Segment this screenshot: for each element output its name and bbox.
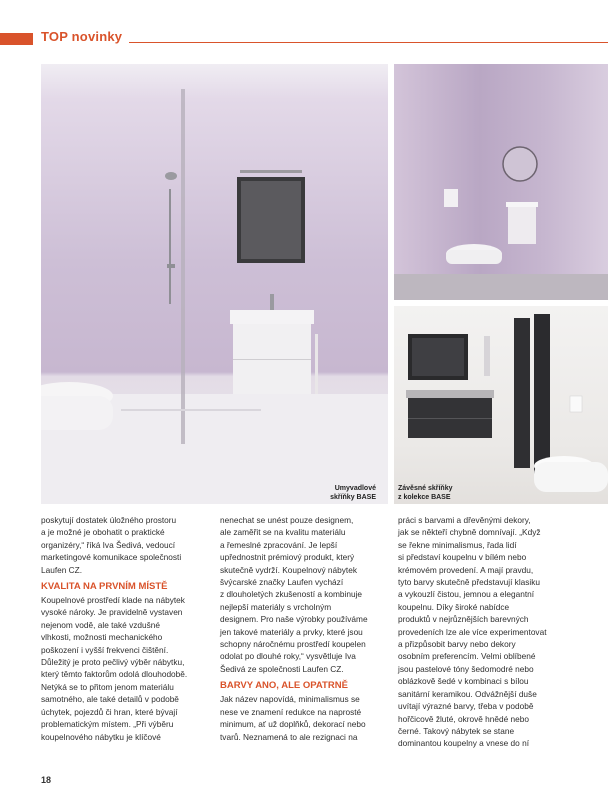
bathroom-photo-bottom-right: [394, 306, 608, 504]
text-line: skutečně vydrží. Koupelnový nábytek: [220, 564, 357, 575]
text-line: uvítají výrazné barvy, třeba v podobě: [398, 701, 534, 712]
text-line: organizéry,“ říká Iva Šedivá, vedoucí: [41, 539, 176, 550]
paragraph: [398, 514, 566, 750]
text-line: produktů v nejrůznějších barevných: [398, 614, 529, 625]
text-line: který těmto faktorům odolá dlouhodobě.: [41, 669, 188, 680]
text-line: poskytují dostatek úložného prostoru: [41, 515, 177, 525]
text-line: jen takové materiály a prvky, které jsou: [220, 626, 363, 637]
paragraph: [220, 514, 388, 675]
text-line: si představí koupelnu v bílém nebo: [398, 552, 527, 563]
caption-line: skříňky BASE: [330, 494, 376, 501]
text-line: tvarů. Neznamená to ale rezignaci na: [220, 731, 358, 742]
text-line: Netýká se to přitom jenom materiálu: [41, 681, 174, 692]
caption-line: Závěsné skříňky: [398, 485, 453, 492]
text-line: dominantou koupelny a vnese do ní: [398, 738, 530, 749]
image-caption-right: [398, 484, 452, 502]
paragraph: [41, 514, 209, 576]
text-line: vlhkosti, možnosti mechanického: [41, 632, 163, 643]
paragraph: [220, 693, 388, 743]
text-line: z dlouholetých zkušeností a kombinuje: [220, 589, 363, 600]
image-caption-main: [330, 484, 376, 502]
text-line: poškození i vyšší frekvenci čištění.: [41, 644, 169, 655]
paragraph: [41, 594, 209, 743]
text-line: odolat po dlouhé roky,“ vysvětluje Iva: [220, 651, 356, 662]
bathroom-illustration-top-right: [394, 64, 608, 300]
text-line: ale zaměřit se na kvalitu materiálu: [220, 527, 346, 538]
section-marker-bar: [0, 33, 33, 45]
text-line: a řemeslné zpracování. Je lepší: [220, 539, 338, 550]
text-line: designem. Pro naše výrobky používáme: [220, 614, 368, 625]
caption-line: z kolekce BASE: [398, 494, 451, 501]
bathroom-illustration-main: [41, 64, 388, 504]
text-line: Laufen CZ.: [41, 564, 83, 575]
text-line: a je možné je obohatit o praktické: [41, 527, 165, 538]
text-line: nejenom vodě, ale také vzdušné: [41, 619, 161, 630]
text-line: se řekne minimalismus, řada lidí: [398, 539, 517, 550]
text-line: upřednostnit prémiový produkt, který: [220, 552, 355, 563]
text-line: švýcarské značky Laufen vychází: [220, 577, 344, 588]
page-number: 18: [41, 775, 52, 785]
text-line: nejlepší materiály s vrcholným: [220, 601, 332, 612]
header-rule: [129, 42, 608, 43]
section-title: TOP novinky: [41, 29, 123, 44]
article-column-3: [398, 514, 566, 750]
text-line: hořčicově žluté, okrově hnědé nebo: [398, 713, 529, 724]
article-column-1: [41, 514, 209, 743]
text-line: provedeních lze ale více experimentovat: [398, 626, 547, 637]
text-line: koupelnového nábytku je klíčové: [41, 731, 161, 742]
bathroom-photo-top-right: [394, 64, 608, 300]
text-line: minimum, ať už doplňků, dekorací nebo: [220, 719, 366, 730]
text-line: Důležitý je proto pečlivý výběr nábytku,: [41, 657, 185, 668]
bathroom-illustration-bottom-right: [394, 306, 608, 504]
subheading-quality: KVALITA NA PRVNÍM MÍSTĚ: [41, 581, 168, 593]
text-line: Jak název napovídá, minimalismus se: [220, 694, 360, 705]
text-line: problematickým místem. „Při výběru: [41, 719, 174, 730]
text-line: nese ve znamení redukce na naprosté: [220, 706, 362, 717]
text-line: úchytek, pojezdů či hran, které bývají: [41, 706, 178, 717]
text-line: nenechat se unést pouze designem,: [220, 515, 354, 525]
text-line: a přizpůsobit barvy nebo dekory: [398, 639, 516, 650]
text-line: jsou pastelové tóny šedomodré nebo: [398, 663, 534, 674]
text-line: Šedivá ze společnosti Laufen CZ.: [220, 663, 344, 674]
text-line: sanitární keramikou. Odvážnější duše: [398, 688, 537, 699]
text-line: a vykouzlí čistou, jemnou a elegantní: [398, 589, 535, 600]
article-column-2: [220, 514, 388, 743]
bathroom-photo-main: [41, 64, 388, 504]
text-line: jak se někteří chybně domnívají. „Když: [398, 527, 541, 538]
text-line: práci s barvami a dřevěnými dekory,: [398, 515, 531, 525]
text-line: černé. Takový nábytek se stane: [398, 725, 515, 736]
text-line: schopny náročnému prostředí koupelen: [220, 639, 366, 650]
subheading-colors: BARVY ANO, ALE OPATRNĚ: [220, 680, 348, 692]
text-line: vysoké nároky. Je pravidelně vystaven: [41, 607, 183, 618]
text-line: Koupelnové prostředí klade na nábytek: [41, 595, 185, 606]
text-line: marketingové komunikace společnosti: [41, 552, 182, 563]
text-line: koupelnu. Díky široké nabídce: [398, 601, 510, 612]
text-line: osobním preferencím. Velmi oblíbené: [398, 651, 536, 662]
text-line: oblázkově šedé v kombinaci s bílou: [398, 676, 529, 687]
text-line: samotného, ale také detailů v podobě: [41, 694, 179, 705]
text-line: krémovém provedení. A mají pravdu,: [398, 564, 534, 575]
caption-line: Umyvadlové: [334, 485, 376, 492]
text-line: tyto barvy skutečně představují klasiku: [398, 577, 541, 588]
